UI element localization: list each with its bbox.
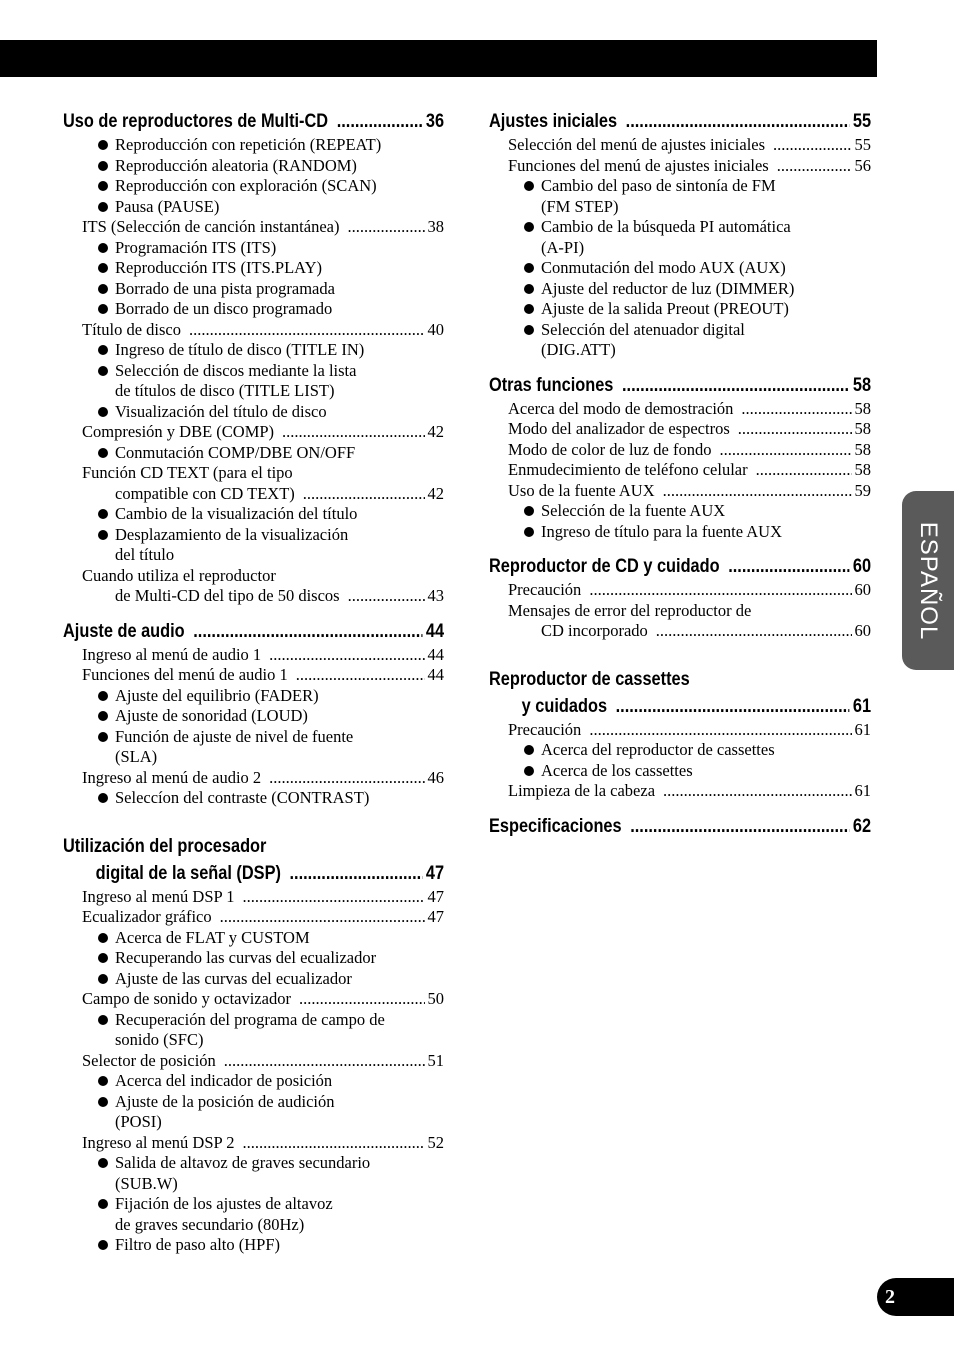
leader-dots <box>347 217 424 238</box>
toc-item-text: Ajuste de la salida Preout (PREOUT) <box>541 299 789 318</box>
toc-item-text: Reproducción con exploración (SCAN) <box>115 176 377 195</box>
toc-entry <box>489 419 871 440</box>
toc-entry <box>63 1051 444 1072</box>
toc-item-text: de Multi-CD del tipo de 50 discos <box>115 586 340 605</box>
bullet-icon <box>98 1015 108 1025</box>
toc-item-text: Campo de sonido y octavizador <box>82 989 291 1008</box>
toc-entry <box>63 320 444 341</box>
leader-dots <box>348 586 425 607</box>
toc-item-text: (SUB.W) <box>115 1173 178 1193</box>
section-heading-cont <box>63 860 444 887</box>
toc-section <box>489 108 871 361</box>
toc-item-text: Recuperación del programa de campo de <box>115 1009 385 1029</box>
toc-item-text: (FM STEP) <box>541 196 619 216</box>
toc-entry <box>489 781 871 802</box>
bullet-icon <box>98 1158 108 1168</box>
toc-item-text: ITS (Selección de canción instantánea) <box>82 217 340 236</box>
section-heading <box>489 372 871 399</box>
section-heading <box>63 108 444 135</box>
toc-section <box>63 833 444 1256</box>
leader-dots <box>728 553 849 580</box>
toc-item-text: Ajuste del equilibrio (FADER) <box>115 685 319 705</box>
toc-item-text: Ajuste de la posición de audición <box>115 1091 335 1111</box>
toc-entry <box>489 440 871 461</box>
toc-bullet-item <box>63 156 444 177</box>
toc-entry <box>63 645 444 666</box>
toc-item-page: 44 <box>427 665 444 684</box>
section-heading-text: Reproductor de CD y cuidado <box>489 556 720 577</box>
bullet-icon <box>524 527 534 537</box>
section-heading-text: Utilización del procesador <box>63 835 267 857</box>
bullet-icon <box>98 345 108 355</box>
toc-bullet-item-cont <box>489 197 871 218</box>
section-heading-text: Otras funciones <box>489 374 614 396</box>
toc-item-text: Reproducción con repetición (REPEAT) <box>115 135 382 154</box>
leader-dots <box>626 108 850 135</box>
toc-item-text: Acerca del reproductor de cassettes <box>541 740 775 759</box>
toc-bullet-item <box>63 197 444 218</box>
section-page: 60 <box>852 556 872 577</box>
bullet-icon <box>98 366 108 376</box>
section-heading <box>489 666 871 693</box>
toc-bullet-item-cont <box>63 545 444 566</box>
toc-item-text: Ingreso al menú de audio 1 <box>82 644 262 664</box>
section-heading <box>489 108 871 135</box>
toc-entry <box>63 586 444 607</box>
toc-bullet-item <box>63 176 444 197</box>
language-side-tab-label: ESPAÑOL <box>915 521 942 640</box>
toc-item-text: Borrado de una pista programada <box>115 278 335 298</box>
bullet-icon <box>98 953 108 963</box>
toc-bullet-item <box>63 238 444 259</box>
toc-entry <box>63 989 444 1010</box>
bullet-icon <box>98 732 108 742</box>
section-heading <box>489 813 871 840</box>
toc-item-text: Compresión y DBE (COMP) <box>82 422 275 441</box>
toc-bullet-item <box>63 443 444 464</box>
leader-dots <box>663 481 852 502</box>
bullet-icon <box>98 711 108 721</box>
bullet-icon <box>98 530 108 540</box>
toc-item-text: (SLA) <box>115 747 158 766</box>
toc-bullet-item <box>63 1194 444 1215</box>
toc-bullet-item <box>489 258 871 279</box>
toc-item-page: 52 <box>427 1132 444 1152</box>
toc-item-text: (DIG.ATT) <box>541 340 616 359</box>
leader-dots <box>242 887 424 908</box>
toc-item-text: Filtro de paso alto (HPF) <box>115 1235 280 1254</box>
toc-item-text: Ajuste de las curvas del ecualizador <box>115 968 352 988</box>
leader-dots <box>282 422 424 443</box>
toc-bullet-item <box>63 361 444 382</box>
section-heading-cont <box>489 693 871 720</box>
toc-item-text: Funciones del menú de ajustes iniciales <box>508 155 769 175</box>
toc-item-text: Ajuste de sonoridad (LOUD) <box>115 706 308 725</box>
section-page: 44 <box>425 620 445 642</box>
leader-dots <box>337 108 423 135</box>
leader-dots <box>242 1133 424 1154</box>
toc-item-page: 47 <box>427 886 444 906</box>
toc-item-text: compatible con CD TEXT) <box>115 483 295 503</box>
toc-bullet-item <box>63 727 444 748</box>
bullet-icon <box>98 691 108 701</box>
toc-entry <box>63 566 444 587</box>
toc-item-page: 44 <box>427 644 444 664</box>
bullet-icon <box>98 1240 108 1250</box>
toc-bullet-item-cont <box>63 1112 444 1133</box>
toc-item-text: Ingreso al menú de audio 2 <box>82 767 262 787</box>
leader-dots <box>224 1051 425 1072</box>
toc-column-right <box>489 108 871 840</box>
bullet-icon <box>98 304 108 314</box>
toc-item-text: Precaución <box>508 580 582 599</box>
toc-entry <box>489 601 871 622</box>
toc-bullet-item-cont <box>63 1174 444 1195</box>
leader-dots <box>622 372 849 399</box>
bullet-icon <box>98 161 108 171</box>
toc-item-text: Ecualizador gráfico <box>82 907 212 926</box>
toc-bullet-item <box>63 928 444 949</box>
toc-item-page: 61 <box>854 781 871 800</box>
toc-entry <box>63 887 444 908</box>
toc-bullet-item-cont <box>63 1215 444 1236</box>
section-heading-text: Reproductor de cassettes <box>489 668 690 690</box>
toc-bullet-item <box>63 1092 444 1113</box>
toc-bullet-item <box>63 1010 444 1031</box>
leader-dots <box>589 720 851 741</box>
toc-entry <box>489 621 871 642</box>
toc-item-text: Desplazamiento de la visualización <box>115 524 349 544</box>
leader-dots <box>719 440 851 461</box>
page-number-tab <box>877 1278 954 1316</box>
section-page: 62 <box>852 815 872 837</box>
language-side-tab <box>902 491 954 670</box>
toc-entry <box>489 156 871 177</box>
bullet-icon <box>98 243 108 253</box>
bullet-icon <box>524 304 534 314</box>
leader-dots <box>773 135 851 156</box>
toc-item-text: Acerca de FLAT y CUSTOM <box>115 927 310 947</box>
toc-item-text: Reproducción ITS (ITS.PLAY) <box>115 258 322 277</box>
section-page: 58 <box>852 374 872 396</box>
toc-item-text: Modo del analizador de espectros <box>508 419 730 438</box>
section-heading-text: Especificaciones <box>489 815 622 837</box>
bullet-icon <box>524 284 534 294</box>
leader-dots <box>630 813 849 840</box>
toc-item-page: 46 <box>427 767 444 787</box>
bullet-icon <box>98 448 108 458</box>
toc-bullet-item-cont <box>63 1030 444 1051</box>
toc-bullet-item <box>489 761 871 782</box>
bullet-icon <box>98 1076 108 1086</box>
toc-bullet-item <box>63 788 444 809</box>
leader-dots <box>296 665 425 686</box>
toc-bullet-item <box>489 279 871 300</box>
toc-item-text: Título de disco <box>82 319 181 339</box>
toc-entry <box>489 481 871 502</box>
toc-bullet-item <box>63 504 444 525</box>
bullet-icon <box>98 407 108 417</box>
toc-item-page: 58 <box>854 419 871 438</box>
toc-item-text: Acerca del indicador de posición <box>115 1071 333 1090</box>
page-number: 2 <box>885 1286 895 1308</box>
toc-item-page: 42 <box>427 483 444 503</box>
toc-item-page: 40 <box>427 319 444 339</box>
bullet-icon <box>98 509 108 519</box>
toc-item-text: Salida de altavoz de graves secundario <box>115 1153 371 1172</box>
toc-bullet-item <box>63 706 444 727</box>
toc-bullet-item <box>63 686 444 707</box>
section-page: 61 <box>852 695 872 717</box>
toc-bullet-item <box>63 525 444 546</box>
toc-item-page: 58 <box>854 460 871 479</box>
section-heading <box>63 618 444 645</box>
toc-item-text: Ingreso al menú DSP 1 <box>82 886 235 906</box>
toc-section <box>63 618 444 809</box>
toc-item-page: 42 <box>427 422 444 441</box>
toc-section <box>489 553 871 642</box>
toc-item-text: Fijación de los ajustes de altavoz <box>115 1194 333 1213</box>
bullet-icon <box>98 202 108 212</box>
toc-item-text: Función de ajuste de nivel de fuente <box>115 726 354 746</box>
section-page: 47 <box>425 862 445 884</box>
bullet-icon <box>98 974 108 984</box>
toc-bullet-item <box>489 176 871 197</box>
leader-dots <box>589 580 851 601</box>
toc-entry <box>489 399 871 420</box>
toc-item-text: Modo de color de luz de fondo <box>508 439 712 459</box>
toc-entry <box>63 665 444 686</box>
toc-item-text: Cambio de la visualización del título <box>115 504 358 523</box>
toc-bullet-item <box>489 740 871 761</box>
toc-entry <box>489 580 871 601</box>
bullet-icon <box>524 745 534 755</box>
toc-bullet-item-cont <box>63 747 444 768</box>
toc-item-text: Uso de la fuente AUX <box>508 480 655 500</box>
toc-bullet-item <box>63 258 444 279</box>
toc-item-text: de graves secundario (80Hz) <box>115 1214 305 1234</box>
toc-bullet-item <box>63 299 444 320</box>
toc-section <box>489 813 871 840</box>
toc-item-text: Selección de discos mediante la lista <box>115 360 357 380</box>
toc-item-text: Selector de posición <box>82 1050 216 1070</box>
toc-item-text: del título <box>115 545 175 564</box>
toc-item-text: Recuperando las curvas del ecualizador <box>115 948 377 967</box>
toc-item-text: Acerca del modo de demostración <box>508 398 734 418</box>
toc-bullet-item <box>489 299 871 320</box>
toc-item-text: Ingreso de título para la fuente AUX <box>541 521 783 541</box>
toc-entry <box>63 484 444 505</box>
leader-dots <box>303 484 425 505</box>
leader-dots <box>741 399 851 420</box>
toc-bullet-item <box>63 402 444 423</box>
leader-dots <box>269 768 424 789</box>
toc-entry <box>63 907 444 928</box>
bullet-icon <box>524 222 534 232</box>
section-heading-text: Uso de reproductores de Multi-CD <box>63 111 329 132</box>
toc-bullet-item <box>63 340 444 361</box>
toc-entry <box>63 422 444 443</box>
toc-bullet-item <box>63 279 444 300</box>
toc-item-page: 60 <box>854 580 871 599</box>
toc-item-text: Precaución <box>508 719 582 739</box>
toc-item-page: 58 <box>854 439 871 459</box>
toc-item-page: 58 <box>854 398 871 418</box>
section-heading <box>489 553 871 580</box>
toc-item-text: Limpieza de la cabeza <box>508 781 656 800</box>
section-page: 36 <box>425 111 445 132</box>
toc-item-page: 47 <box>427 907 444 926</box>
toc-item-text: CD incorporado <box>541 621 648 640</box>
bullet-icon <box>524 506 534 516</box>
toc-item-page: 61 <box>854 719 871 739</box>
toc-item-text: Cambio de la búsqueda PI automática <box>541 217 791 236</box>
toc-item-text: Conmutación COMP/DBE ON/OFF <box>115 442 356 462</box>
leader-dots <box>777 156 852 177</box>
toc-item-text: Enmudecimiento de teléfono celular <box>508 460 748 479</box>
toc-item-text: Selección del atenuador digital <box>541 319 745 339</box>
toc-entry <box>63 1133 444 1154</box>
toc-item-text: (POSI) <box>115 1112 162 1131</box>
toc-item-text: Funciones del menú de audio 1 <box>82 665 288 684</box>
toc-item-text: Mensajes de error del reproductor de <box>508 600 752 620</box>
toc-bullet-item <box>63 1153 444 1174</box>
bullet-icon <box>524 263 534 273</box>
toc-entry <box>489 135 871 156</box>
toc-item-text: Seleccíon del contraste (CONTRAST) <box>115 788 370 807</box>
toc-column-left <box>63 108 444 1256</box>
toc-item-page: 51 <box>427 1050 444 1070</box>
leader-dots <box>189 320 425 341</box>
toc-item-text: Cambio del paso de sintonía de FM <box>541 176 776 195</box>
toc-bullet-item-cont <box>489 238 871 259</box>
toc-item-text: Borrado de un disco programado <box>115 299 333 318</box>
toc-item-text: Visualización del título de disco <box>115 401 327 421</box>
leader-dots <box>193 618 422 645</box>
toc-item-text: Ingreso al menú DSP 2 <box>82 1132 235 1152</box>
toc-bullet-item <box>489 522 871 543</box>
toc-entry <box>63 217 444 238</box>
toc-bullet-item <box>63 1235 444 1256</box>
toc-bullet-item <box>489 320 871 341</box>
toc-item-text: (A-PI) <box>541 237 585 257</box>
leader-dots <box>290 860 423 887</box>
toc-item-text: Cuando utiliza el reproductor <box>82 565 276 585</box>
toc-bullet-item <box>489 501 871 522</box>
toc-item-text: Selección del menú de ajustes iniciales <box>508 135 766 154</box>
toc-item-page: 38 <box>427 217 444 236</box>
toc-item-page: 60 <box>854 621 871 640</box>
leader-dots <box>663 781 851 802</box>
toc-item-text: Acerca de los cassettes <box>541 760 693 780</box>
section-page: 55 <box>852 111 872 132</box>
toc-bullet-item <box>489 217 871 238</box>
bullet-icon <box>98 1097 108 1107</box>
toc-item-page: 56 <box>854 155 871 175</box>
section-heading <box>63 833 444 860</box>
toc-item-page: 59 <box>854 480 871 500</box>
section-heading-text: digital de la señal (DSP) <box>95 862 281 884</box>
toc-item-text: sonido (SFC) <box>115 1030 204 1049</box>
toc-bullet-item-cont <box>63 381 444 402</box>
toc-item-text: Programación ITS (ITS) <box>115 237 277 257</box>
bullet-icon <box>98 140 108 150</box>
toc-item-text: Reproducción aleatoria (RANDOM) <box>115 155 357 175</box>
section-heading-text: Ajuste de audio <box>63 620 185 642</box>
toc-item-text: Pausa (PAUSE) <box>115 196 220 216</box>
toc-item-text: Ingreso de título de disco (TITLE IN) <box>115 340 365 359</box>
toc-bullet-item-cont <box>489 340 871 361</box>
section-heading-text: y cuidados <box>521 695 608 717</box>
toc-entry <box>489 720 871 741</box>
toc-entry <box>489 460 871 481</box>
leader-dots <box>299 989 425 1010</box>
toc-item-page: 43 <box>427 586 444 605</box>
leader-dots <box>756 460 852 481</box>
bullet-icon <box>98 793 108 803</box>
leader-dots <box>738 419 852 440</box>
toc-item-text: Función CD TEXT (para el tipo <box>82 463 293 482</box>
toc-item-text: Conmutación del modo AUX (AUX) <box>541 258 786 277</box>
toc-section <box>63 108 444 607</box>
bullet-icon <box>98 284 108 294</box>
toc-section <box>489 372 871 543</box>
bullet-icon <box>524 325 534 335</box>
leader-dots <box>656 621 852 642</box>
leader-dots <box>269 645 424 666</box>
bullet-icon <box>98 263 108 273</box>
toc-bullet-item <box>63 948 444 969</box>
section-heading-text: Ajustes iniciales <box>489 111 618 132</box>
bullet-icon <box>98 1199 108 1209</box>
leader-dots <box>220 907 425 928</box>
toc-bullet-item <box>63 969 444 990</box>
toc-item-text: de títulos de disco (TITLE LIST) <box>115 381 335 400</box>
toc-section <box>489 666 871 802</box>
bullet-icon <box>98 933 108 943</box>
toc-entry <box>63 463 444 484</box>
bullet-icon <box>524 766 534 776</box>
toc-bullet-item <box>63 1071 444 1092</box>
toc-item-text: Selección de la fuente AUX <box>541 501 726 520</box>
leader-dots <box>616 693 850 720</box>
toc-entry <box>63 768 444 789</box>
bullet-icon <box>98 181 108 191</box>
top-black-bar <box>0 40 877 77</box>
toc-item-page: 50 <box>427 989 444 1008</box>
toc-bullet-item <box>63 135 444 156</box>
toc-item-page: 55 <box>854 135 871 154</box>
bullet-icon <box>524 181 534 191</box>
toc-item-text: Ajuste del reductor de luz (DIMMER) <box>541 278 795 298</box>
